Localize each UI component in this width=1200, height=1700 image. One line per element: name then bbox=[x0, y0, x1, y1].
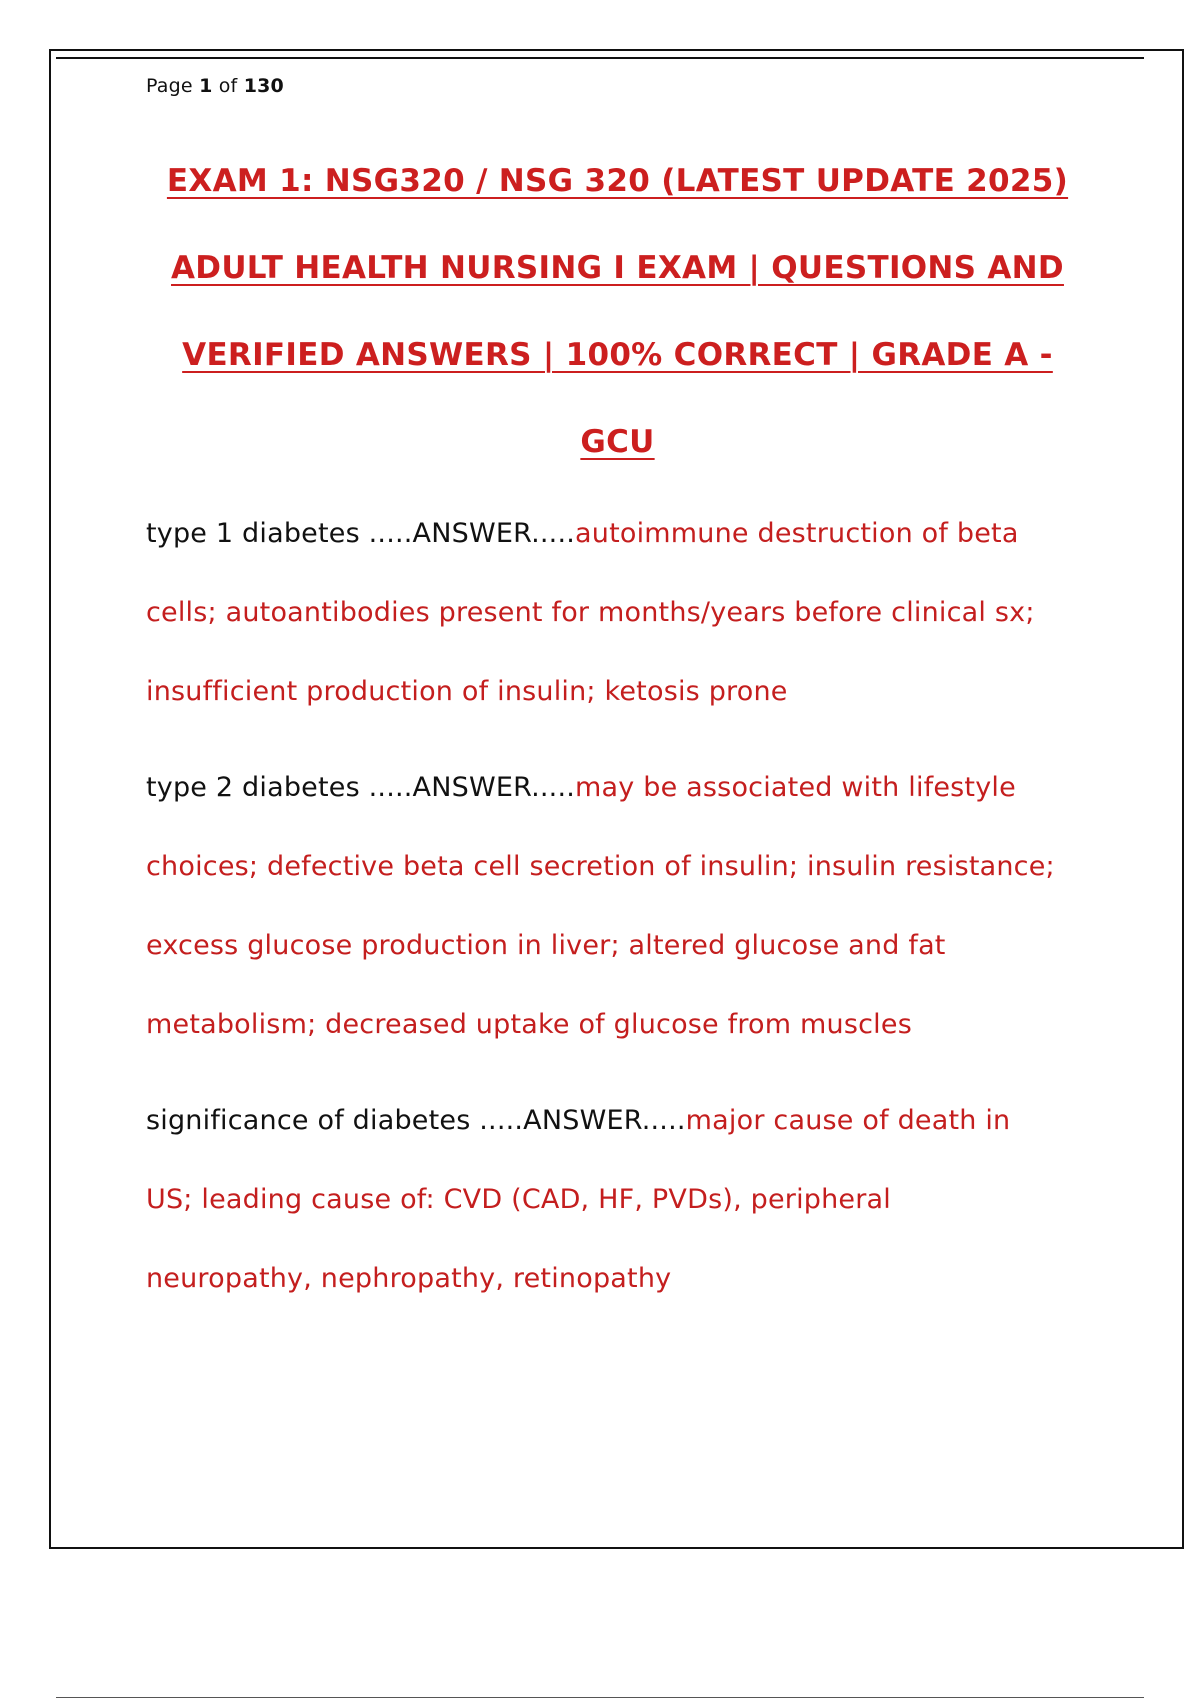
question-term: type 1 diabetes .....ANSWER..... bbox=[146, 518, 576, 549]
title-line-1 bbox=[130, 138, 1105, 225]
current-page: 1 bbox=[199, 75, 213, 97]
qa-entry-significance-of-diabetes bbox=[146, 1081, 1096, 1318]
answer-text: insufficient production of insulin; ketosis prone bbox=[146, 676, 788, 707]
qa-entry-type-2-diabetes bbox=[146, 748, 1096, 1064]
question-term: significance of diabetes .....ANSWER..... bbox=[146, 1105, 686, 1136]
answer-text: major cause of death in bbox=[685, 1105, 1011, 1136]
answer-text: neuropathy, nephropathy, retinopathy bbox=[146, 1263, 672, 1294]
title-line-3-text: VERIFIED ANSWERS | 100% CORRECT | GRADE A - bbox=[182, 337, 1053, 373]
answer-text: autoimmune destruction of beta bbox=[575, 518, 1019, 549]
answer-text: US; leading cause of: CVD (CAD, HF, PVDs), peripheral bbox=[146, 1184, 891, 1215]
question-term: type 2 diabetes .....ANSWER..... bbox=[146, 772, 576, 803]
document-title bbox=[130, 138, 1105, 486]
total-pages: 130 bbox=[243, 75, 284, 97]
title-line-4 bbox=[130, 399, 1105, 486]
title-line-4-text: GCU bbox=[580, 424, 655, 460]
answer-text: choices; defective beta cell secretion of insulin; insulin resistance; bbox=[146, 851, 1055, 882]
answer-text: metabolism; decreased uptake of glucose from muscles bbox=[146, 1009, 912, 1040]
qa-line bbox=[146, 1081, 1096, 1160]
title-line-2-text: ADULT HEALTH NURSING I EXAM | QUESTIONS AND bbox=[171, 250, 1064, 286]
title-line-1-text: EXAM 1: NSG320 / NSG 320 (LATEST UPDATE 2025) bbox=[166, 163, 1069, 199]
qa-line bbox=[146, 494, 1096, 573]
bottom-rule bbox=[56, 1697, 1144, 1698]
answer-text: may be associated with lifestyle bbox=[575, 772, 1016, 803]
page-word: Page bbox=[146, 75, 193, 97]
qa-entry-type-1-diabetes bbox=[146, 494, 1096, 731]
page-number bbox=[146, 75, 284, 97]
qa-line bbox=[146, 748, 1096, 827]
answer-text: cells; autoantibodies present for months/years before clinical sx; bbox=[146, 597, 1035, 628]
title-line-3 bbox=[130, 312, 1105, 399]
answer-text: excess glucose production in liver; altered glucose and fat bbox=[146, 930, 946, 961]
title-line-2 bbox=[130, 225, 1105, 312]
of-word: of bbox=[218, 75, 238, 97]
